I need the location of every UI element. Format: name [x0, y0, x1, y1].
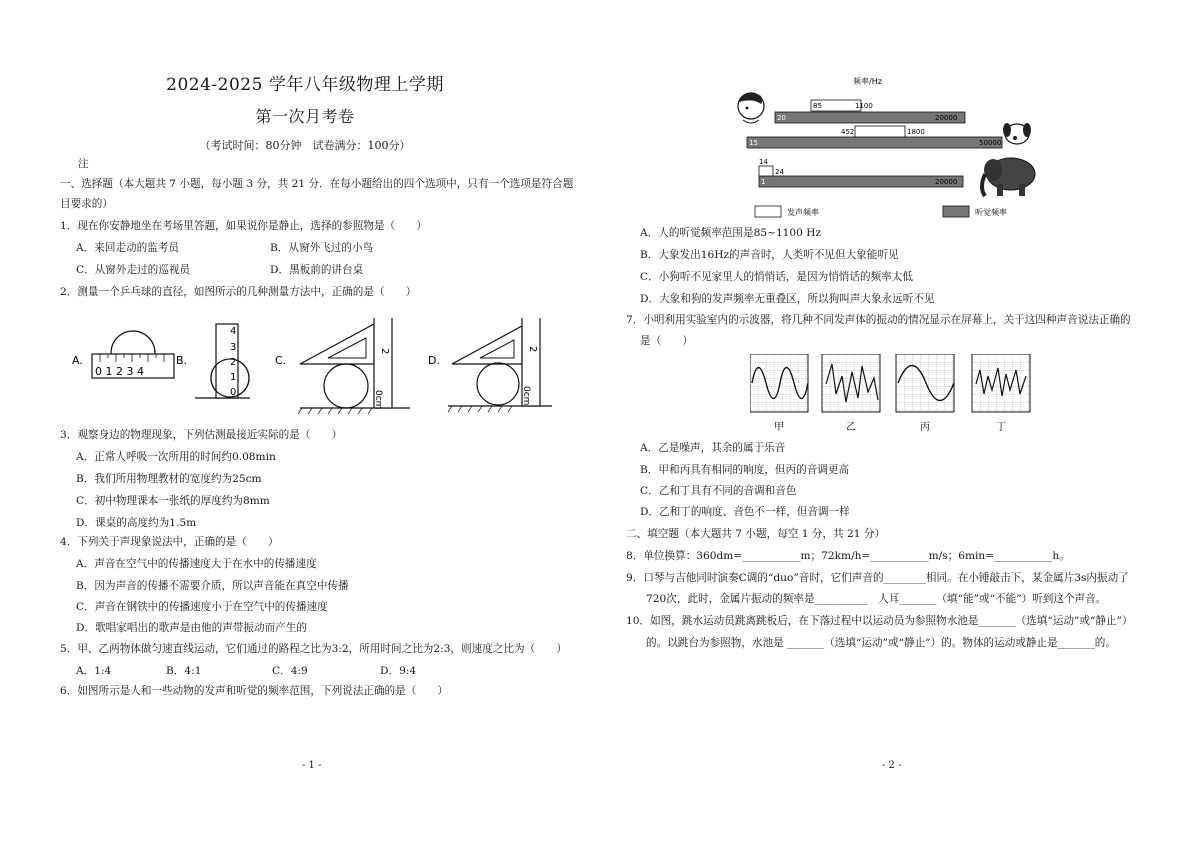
q10-stem: 10．如图，跳水运动员跳离跳板后，在下落过程中以运动员为参照物水池是_______（选填“运动”或“静止”） [626, 615, 1133, 627]
option-b-label: B. [176, 354, 188, 367]
dog-hearing-bar [747, 137, 1002, 148]
ruler-c-zero: 0cm [373, 390, 383, 410]
osc-label-bing: 丙 [920, 422, 930, 433]
svg-text:1: 1 [761, 178, 766, 186]
legend-hear-label: 听觉频率 [975, 208, 1007, 217]
page-number-1: - 1 - [302, 760, 322, 771]
section-1-heading-cont: 目要求的） [60, 198, 113, 210]
svg-text:14: 14 [759, 158, 768, 166]
svg-text:20: 20 [777, 114, 786, 122]
page-number-2: - 2 - [882, 760, 902, 771]
svg-text:24: 24 [775, 168, 784, 176]
ruler-d-zero: 0cm [521, 386, 531, 406]
exam-subtitle: 第一次月考卷 [255, 107, 355, 126]
svg-text:452: 452 [841, 128, 855, 136]
q6-option-a: A．人的听觉频率范围是85~1100 Hz [640, 227, 822, 239]
q7-option-a: A．乙是噪声，其余的属于乐音 [640, 442, 786, 454]
elephant-hearing-bar [759, 176, 963, 187]
frequency-range-figure [735, 74, 1045, 224]
dog-emit-bar [855, 126, 905, 137]
page-2 [600, 0, 1200, 849]
option-a-label: A. [72, 354, 83, 367]
ruler-d-mark: 2 [527, 346, 538, 353]
q4-stem: 4．下列关于声现象说法中，正确的是（ ） [60, 536, 279, 548]
osc-screen-jia [750, 354, 808, 433]
q7-option-b: B．甲和丙具有相同的响度，但丙的音调更高 [640, 464, 850, 476]
oscilloscope-figure [750, 354, 1050, 434]
ruler-a-ticks: 0 1 2 3 4 [95, 365, 144, 378]
svg-text:0: 0 [230, 387, 237, 398]
note-label: 注 [78, 158, 89, 170]
elephant-icon [982, 158, 1035, 196]
q7-stem: 7．小明利用实验室内的示波器，将几种不同发声体的振动的情况显示在屏幕上，关于这四种声音说法正确的 [626, 314, 1131, 326]
exam-title: 2024-2025 学年八年级物理上学期 [166, 75, 444, 95]
q6-option-c: C．小狗听不见家里人的悄悄话，是因为悄悄话的频率太低 [640, 271, 913, 283]
q6-stem: 6．如图所示是人和一些动物的发声和听觉的频率范围，下列说法正确的是（ ） [60, 685, 449, 697]
svg-text:50000: 50000 [979, 139, 1002, 147]
q7-stem-cont: 是（ ） [640, 335, 693, 347]
legend-emit-label: 发声频率 [787, 208, 819, 217]
q7-option-d: D．乙和丁的响度、音色不一样，但音调一样 [640, 506, 850, 518]
section-2-heading: 二、填空题（本大题共 7 小题，每空 1 分，共 21 分） [626, 528, 886, 540]
boy-icon [738, 93, 764, 123]
osc-label-yi: 乙 [846, 422, 856, 433]
q4-option-a: A．声音在空气中的传播速度大于在水中的传播速度 [76, 558, 317, 570]
q3-option-a: A．正常人呼吸一次所用的时间约0.08min [76, 451, 276, 463]
osc-screen-yi [822, 354, 880, 433]
section-1-heading: 一、选择题（本大题共 7 小题，每小题 3 分，共 21 分．在每小题给出的四个选项中，只有一个选项是符合题 [60, 178, 574, 190]
svg-text:20000: 20000 [935, 114, 958, 122]
osc-label-ding: 丁 [996, 422, 1006, 433]
q9-stem-cont: 720次，此时，金属片振动的频率是__________ 人耳_______（填“能”或“不能”）听到这个声音。 [646, 593, 1107, 605]
q4-option-c: C．声音在钢铁中的传播速度小于在空气中的传播速度 [76, 601, 328, 613]
svg-text:2: 2 [230, 357, 237, 368]
svg-text:1: 1 [230, 372, 237, 383]
svg-text:85: 85 [813, 102, 822, 110]
q5-option-b: B．4:1 [166, 665, 202, 677]
osc-screen-ding [972, 354, 1030, 433]
legend-hear-swatch [943, 206, 969, 217]
q1-option-d: D．黑板前的讲台桌 [270, 264, 364, 276]
q8-stem: 8．单位换算：360dm=___________m；72km/h=___________m/s；6min=___________h。 [626, 550, 1070, 562]
q6-option-d: D．大象和狗的发声频率无重叠区，所以狗叫声大象永远听不见 [640, 293, 935, 305]
q1-stem: 1．现在你安静地坐在考场里答题，如果说你是静止，选择的参照物是（ ） [60, 220, 427, 232]
q3-stem: 3．观察身边的物理现象，下列估测最接近实际的是（ ） [60, 429, 343, 441]
q2-stem: 2．测量一个乒乓球的直径，如图所示的几种测量方法中，正确的是（ ） [60, 286, 417, 298]
q5-option-d: D．9:4 [380, 665, 417, 677]
q3-option-b: B．我们所用物理教材的宽度约为25cm [76, 473, 262, 485]
ruler-b-ticks [230, 326, 236, 398]
svg-text:3: 3 [230, 342, 237, 353]
legend-emit-swatch [755, 206, 781, 217]
q7-option-c: C．乙和丁具有不同的音调和音色 [640, 485, 797, 497]
osc-label-jia: 甲 [774, 422, 784, 433]
q5-stem: 5．甲、乙两物体做匀速直线运动，它们通过的路程之比为3:2，所用时间之比为2:3，则速度之比为（ ） [60, 643, 567, 655]
option-c-label: C. [275, 354, 287, 367]
q4-option-b: B．因为声音的传播不需要介质，所以声音能在真空中传播 [76, 580, 349, 592]
freq-axis-title: 频率/Hz [853, 77, 882, 86]
q3-option-c: C．初中物理课本一张纸的厚度约为8mm [76, 495, 270, 507]
q5-option-a: A．1:4 [76, 665, 112, 677]
svg-text:20000: 20000 [935, 178, 958, 186]
q3-option-d: D．课桌的高度约为1.5m [76, 517, 197, 529]
svg-text:15: 15 [749, 139, 758, 147]
option-d-label: D. [428, 354, 440, 367]
q6-option-b: B．大象发出16Hz的声音时，人类听不见但大象能听见 [640, 249, 899, 261]
svg-text:1800: 1800 [907, 128, 925, 136]
q2-measurement-figure [70, 318, 560, 418]
dog-icon [1003, 123, 1031, 144]
q1-option-a: A．来回走动的监考员 [76, 242, 179, 254]
q4-option-d: D．歌唱家唱出的歌声是由他的声带振动而产生的 [76, 622, 307, 634]
osc-screen-bing [896, 354, 954, 433]
q10-stem-cont: 的。以跳台为参照物，水池是 _______（选填“运动”或“静止”）的。物体的运动或静止是_______的。 [646, 637, 1116, 649]
q5-option-c: C．4:9 [272, 665, 308, 677]
q1-option-b: B．从窗外飞过的小鸟 [270, 242, 374, 254]
q1-option-c: C．从窗外走过的巡视员 [76, 264, 191, 276]
ruler-c-mark: 2 [379, 348, 390, 355]
q9-stem: 9．口琴与吉他同时演奏C调的“duo”音时，它们声音的________相同。在小锤敲击下，某金属片3s内振动了 [626, 572, 1129, 584]
exam-info: （考试时间：80分钟 试卷满分：100分） [199, 139, 411, 152]
svg-text:1100: 1100 [855, 102, 873, 110]
svg-text:4: 4 [230, 326, 237, 337]
elephant-emit-bar [759, 166, 773, 176]
